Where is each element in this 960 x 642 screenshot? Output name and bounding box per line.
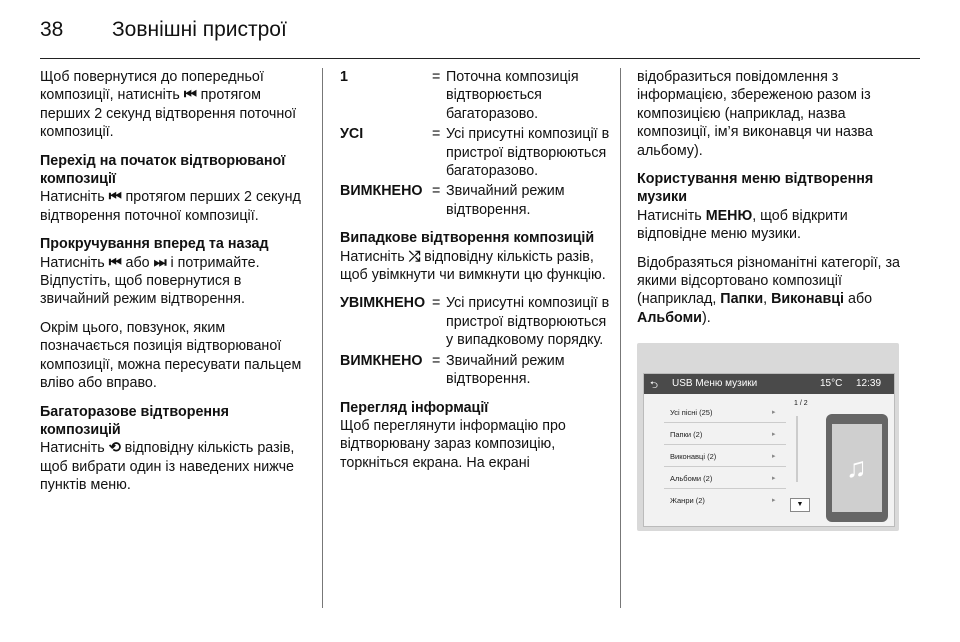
section-heading: Прокручування вперед та назад — [40, 236, 269, 253]
section-heading: Перехід на початок відтворюваної композиції — [40, 152, 286, 188]
infotainment-screen — [643, 373, 895, 527]
column-3 — [637, 68, 919, 337]
shuffle-icon: ⤮ — [408, 248, 421, 265]
list-item: 1 = Поточна композиція відтворюється багаторазово. — [340, 69, 579, 122]
section-heading: Багаторазове відтворення композицій — [40, 403, 230, 438]
menu-item[interactable]: Жанри (2) — [670, 496, 705, 505]
paragraph: Окрім цього, повзунок, яким позначається позиція відтворюваної композиції, можна пересувати пальцем вліво або вправо. — [40, 319, 302, 392]
device-screen — [832, 424, 882, 512]
paragraph: Натисніть ⤮ відповідну кількість разів, щоб увімкнути чи вимкнути цю функцію. — [340, 248, 606, 284]
next-track-icon: ⏭ — [153, 254, 167, 271]
divider — [664, 466, 786, 467]
chevron-right-icon: ▸ — [772, 431, 776, 438]
music-device-graphic — [826, 414, 888, 522]
paragraph: Відобразяться різноманітні категорії, за якими відсортовано композиції (наприклад, Папки, Виконавці або Альбоми). — [637, 254, 901, 326]
section-heading: Користування меню відтворення музики — [637, 171, 874, 206]
screen-title-bar — [644, 374, 894, 394]
shuffle-options-list — [340, 294, 610, 388]
paragraph: Щоб переглянути інформацію про відтворювану зараз композицію, торкніться екрана. На екрані — [340, 417, 566, 471]
previous-track-icon: ⏮ — [108, 189, 122, 206]
list-item: ВИМКНЕНО = Звичайний режим відтворення. — [340, 352, 565, 388]
list-item: УВІМКНЕНО = Усі присутні композиції в пристрої відтворюються у випадковому порядку. — [340, 295, 610, 349]
chevron-right-icon: ▸ — [772, 453, 776, 460]
column-2 — [340, 68, 610, 482]
column-divider — [322, 68, 323, 608]
paragraph: відобразиться повідомлення з інформацією, збереженою разом із композицією (наприклад, назва композиції, ім’я виконавця чи назва альбому). — [637, 69, 873, 159]
divider — [664, 444, 786, 445]
page-title: Зовнішні пристрої — [112, 18, 287, 41]
scrollbar[interactable] — [796, 416, 798, 482]
paragraph: Натисніть ⏮ протягом перших 2 секунд відтворення поточної композиції. — [40, 189, 301, 224]
section-heading: Перегляд інформації — [340, 399, 489, 416]
chevron-right-icon: ▸ — [772, 497, 776, 504]
clock: 12:39 — [856, 378, 882, 389]
menu-item[interactable]: Усі пісні (25) — [670, 408, 713, 417]
page-number: 38 — [40, 18, 64, 41]
repeat-icon: ⟲ — [108, 440, 121, 457]
menu-item[interactable]: Папки (2) — [670, 430, 703, 439]
column-1 — [40, 68, 308, 505]
music-menu-screenshot — [637, 343, 899, 531]
header-rule — [40, 58, 920, 59]
menu-item[interactable]: Виконавці (2) — [670, 452, 717, 461]
list-item: УСІ = Усі присутні композиції в пристрої відтворюються багаторазово. — [340, 126, 610, 180]
music-note-icon: ♫ — [846, 452, 867, 483]
section-heading: Випадкове відтворення композицій — [340, 230, 595, 247]
screen-title: USB Меню музики — [672, 378, 758, 389]
pager: 1 / 2 — [794, 400, 808, 407]
paragraph: Натисніть ⟲ відповідну кількість разів, щоб вибрати один із наведених нижче пунктів меню. — [40, 440, 295, 494]
paragraph: Натисніть МЕНЮ, щоб відкрити відповідне меню музики. — [637, 207, 848, 243]
temperature: 15°C — [820, 378, 843, 389]
chevron-right-icon: ▸ — [772, 409, 776, 416]
column-divider — [620, 68, 621, 608]
previous-track-icon: ⏮ — [108, 254, 122, 271]
chevron-right-icon: ▸ — [772, 475, 776, 482]
divider — [664, 488, 786, 489]
list-item: ВИМКНЕНО = Звичайний режим відтворення. — [340, 183, 565, 218]
divider — [664, 422, 786, 423]
repeat-options-list — [340, 68, 610, 219]
back-icon: ⮌ — [650, 380, 659, 391]
paragraph: Щоб повернутися до попередньої композиції, натисніть ⏮ протягом перших 2 секунд відтворення поточної композиції. — [40, 69, 297, 141]
scroll-down-button[interactable]: ▼ — [790, 498, 810, 512]
menu-item[interactable]: Альбоми (2) — [670, 474, 713, 483]
previous-track-icon: ⏮ — [183, 87, 197, 104]
paragraph: Натисніть ⏮ або ⏭ і потримайте. Відпустіть, щоб повернутися в звичайний режим відтворення. — [40, 254, 260, 308]
